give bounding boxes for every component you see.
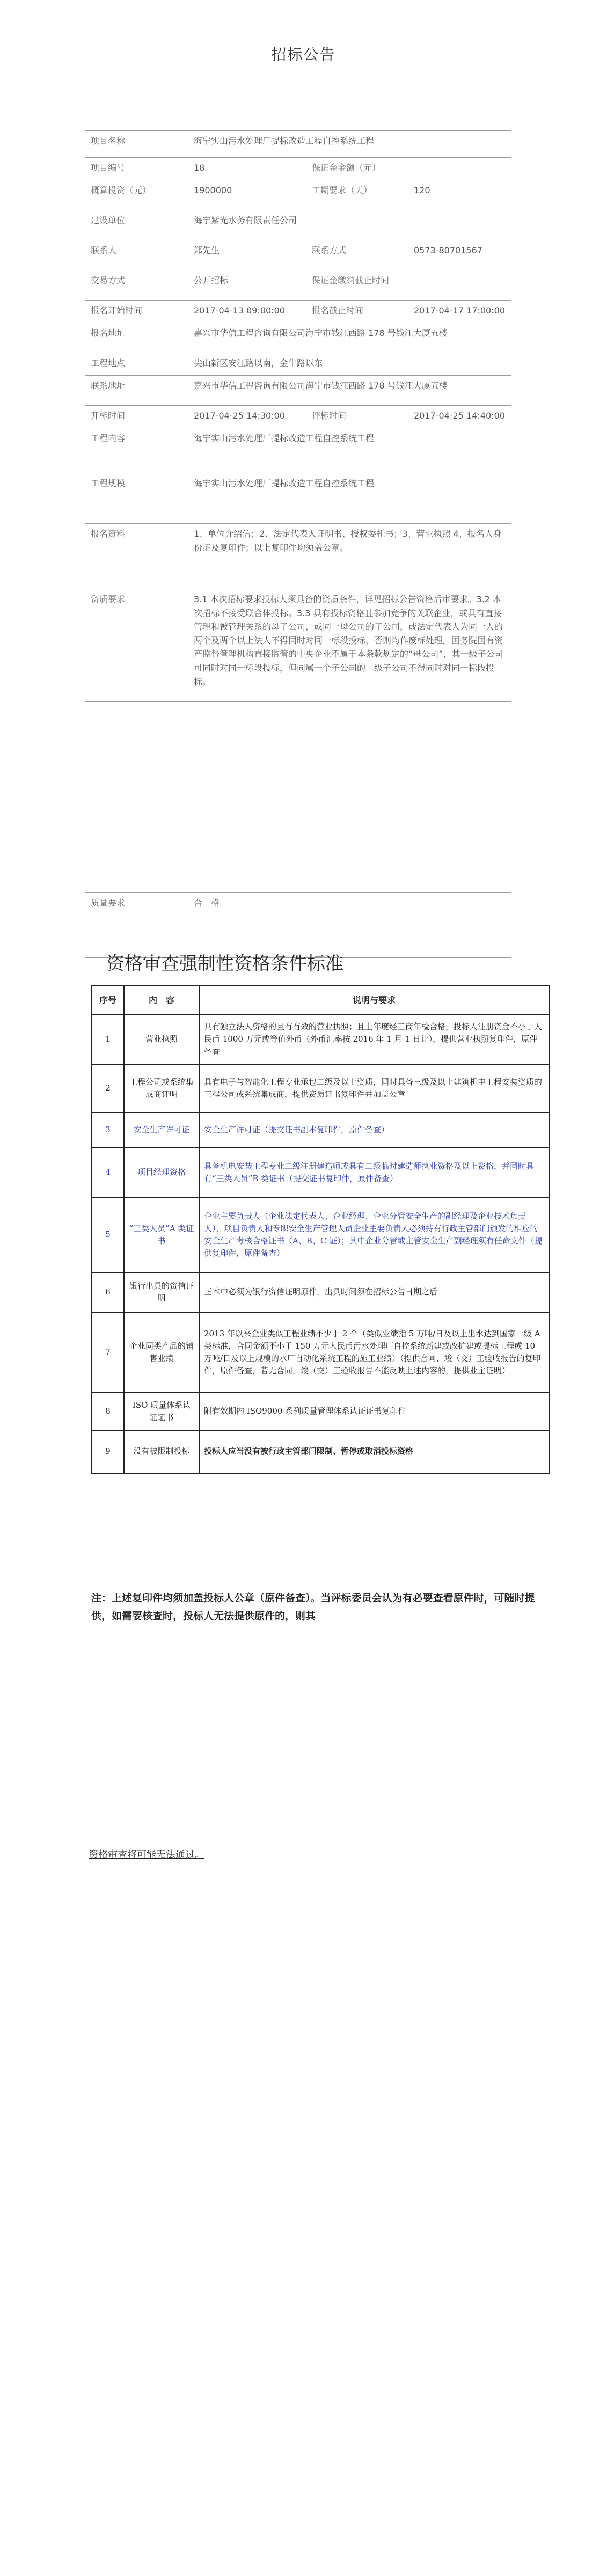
header-no: 序号 — [92, 986, 124, 1015]
signup-addr-value: 嘉兴市华信工程咨询有限公司海宁市钱江西路 178 号钱江大厦五楼 — [188, 323, 511, 353]
trade-value: 公开招标 — [188, 270, 306, 301]
row-item: 企业同类产品的销售业绩 — [124, 1312, 199, 1393]
contact-value: 郑先生 — [188, 240, 306, 270]
row-item: 安全生产许可证 — [124, 1113, 199, 1148]
row-desc: 安全生产许可证（提交证书副本复印件，原件备查） — [199, 1113, 549, 1148]
row-desc: 2013 年以来企业类似工程业绩不少于 2 个（类似业绩指 5 万吨/日及以上出水达到国家一级 A 类标准，合同金额不小于 150 万元人民币污水处理厂自控系统新建或改扩建或提标工程或 10 万吨/日及以上规模的水厂自动化系统工程的施工业绩）（提供合同、竣（交）工验收报告的复印件，原件备查，若无合同，竣（交）工验收报告不能反映上述内容的，提供业主证明） — [199, 1312, 549, 1393]
row-no: 5 — [92, 1197, 124, 1272]
requirements-table — [91, 985, 550, 1474]
site-value: 尖山新区安江路以南，金牛路以东 — [188, 353, 511, 376]
note-part1: 注：上述复印件均须加盖投标人公章（原件备查）。当评标委员会认为有必要查看原件时，可随时提供，如需要核查时，投标人无法提供原件的，则其 — [91, 1592, 535, 1622]
row-no: 4 — [92, 1148, 124, 1197]
tender-info-table — [85, 130, 511, 702]
docs-value: 1、单位介绍信；2、法定代表人证明书、授权委托书；3、营业执照 4、报名人身份证及复印件；以上复印件均须盖公章。 — [188, 524, 511, 589]
row-item: ISO 质量体系认证证书 — [124, 1393, 199, 1430]
footer-note: 资格审查将可能无法通过。 — [89, 1849, 204, 1861]
quality-value: 合 格 — [188, 893, 511, 958]
note-text — [91, 1590, 549, 1626]
row-item: “三类人员”A 类证书 — [124, 1197, 199, 1272]
row-no: 3 — [92, 1113, 124, 1148]
phone-label: 联系方式 — [306, 240, 408, 270]
project-name-label: 项目名称 — [85, 131, 188, 158]
page-title: 招标公告 — [271, 46, 336, 63]
scale-label: 工程规模 — [85, 473, 188, 524]
site-label: 工程地点 — [85, 353, 188, 376]
owner-label: 建设单位 — [85, 210, 188, 240]
row-desc: 企业主要负责人（企业法定代表人、企业经理、企业分管安全生产的副经理及企业技术负责人），项目负责人和专职安全生产管理人员企业主要负责人必须持有行政主管部门颁发的相应的安全生产考核合格证书（A、B、C 证）；其中企业分管或主管安全生产副经理须有任命文件（提供复印件，原件备查） — [199, 1197, 549, 1272]
req-value: 3.1 本次招标要求投标人须具备的资质条件，详见招标公告资格后审要求。3.2 本次招标不接受联合体投标。3.3 具有投标资格且参加竞争的关联企业，或具有直接管理和被管理关系的母子公司，或同一母公司的子公司，或法定代表人为同一人的两个及两个以上法人不得同时对同一标段投标，否则均作废标处理。国务院国有资产监督管理机构直接监管的中央企业不属于本条款规定的“母公司”，其一级子公司可同时对同一标段投标，但同属一个子公司的二级子公司不得同时对同一标段投标。 — [188, 589, 511, 702]
project-no-label: 项目编号 — [85, 158, 188, 180]
deposit-label: 保证金金额（元） — [306, 158, 408, 180]
project-name-value: 海宁实山污水处理厂提标改造工程自控系统工程 — [188, 131, 511, 158]
trade-label: 交易方式 — [85, 270, 188, 301]
owner-value: 海宁紫光水务有限责任公司 — [188, 210, 511, 240]
row-desc: 附有效期内 ISO9000 系列质量管理体系认证证书复印件 — [199, 1393, 549, 1430]
row-desc: 正本中必须为银行资信证明原件，出具时间须在招标公告日期之后 — [199, 1272, 549, 1312]
section-title: 资格审查强制性资格条件标准 — [106, 953, 343, 975]
quality-label: 质量要求 — [85, 893, 188, 958]
row-desc: 具有电子与智能化工程专业承包二级及以上资质，同时具备三级及以上建筑机电工程安装资质的工程公司或系统集成商，提供资质证书复印件并加盖公章 — [199, 1064, 549, 1113]
row-item: 项目经理资格 — [124, 1148, 199, 1197]
row-no: 1 — [92, 1015, 124, 1064]
signup-addr-label: 报名地址 — [85, 323, 188, 353]
eval-time-label: 评标时间 — [306, 406, 408, 428]
scale-value: 海宁实山污水处理厂提标改造工程自控系统工程 — [188, 473, 511, 524]
row-item: 没有被限制投标 — [124, 1430, 199, 1473]
open-time-label: 开标时间 — [85, 406, 188, 428]
contact-addr-value: 嘉兴市华信工程咨询有限公司海宁市钱江西路 178 号钱江大厦五楼 — [188, 376, 511, 406]
signup-end-label: 报名截止时间 — [306, 301, 408, 323]
contact-addr-label: 联系地址 — [85, 376, 188, 406]
duration-label: 工期要求（天） — [306, 180, 408, 210]
row-no: 8 — [92, 1393, 124, 1430]
row-item: 营业执照 — [124, 1015, 199, 1064]
content-value: 海宁实山污水处理厂提标改造工程自控系统工程 — [188, 428, 511, 473]
signup-start-label: 报名开始时间 — [85, 301, 188, 323]
deposit-mode-value — [408, 270, 511, 301]
duration-value: 120 — [408, 180, 511, 210]
content-label: 工程内容 — [85, 428, 188, 473]
budget-value: 1900000 — [188, 180, 306, 210]
header-item: 内 容 — [124, 986, 199, 1015]
row-no: 2 — [92, 1064, 124, 1113]
signup-end-value: 2017-04-17 17:00:00 — [408, 301, 511, 323]
row-desc: 具有独立法人资格的且有有效的营业执照；且上年度经工商年检合格，投标人注册资金不小于人民币 1000 万元或等值外币（外币汇率按 2016 年 1 月 1 日计），提供营业执照复印件，原件备查 — [199, 1015, 549, 1064]
quality-table — [85, 892, 511, 958]
signup-start-value: 2017-04-13 09:00:00 — [188, 301, 306, 323]
budget-label: 概算投资（元） — [85, 180, 188, 210]
req-label: 资质要求 — [85, 589, 188, 702]
header-desc: 说明与要求 — [199, 986, 549, 1015]
contact-label: 联系人 — [85, 240, 188, 270]
open-time-value: 2017-04-25 14:30:00 — [188, 406, 306, 428]
row-no: 9 — [92, 1430, 124, 1473]
phone-value: 0573-80701567 — [408, 240, 511, 270]
row-no: 7 — [92, 1312, 124, 1393]
deposit-value — [408, 158, 511, 180]
project-no-value: 18 — [188, 158, 306, 180]
docs-label: 报名资料 — [85, 524, 188, 589]
row-desc: 具备机电安装工程专业二级注册建造师或具有二级临时建造师执业资格及以上资格，并同时具有“三类人员”B 类证书（提交证书复印件，原件备查） — [199, 1148, 549, 1197]
row-item: 银行出具的资信证明 — [124, 1272, 199, 1312]
row-item: 工程公司或系统集成商证明 — [124, 1064, 199, 1113]
eval-time-value: 2017-04-25 14:40:00 — [408, 406, 511, 428]
deposit-mode-label: 保证金缴纳截止时间 — [306, 270, 408, 301]
row-desc: 投标人应当没有被行政主管部门限制、暂停或取消投标资格 — [199, 1430, 549, 1473]
row-no: 6 — [92, 1272, 124, 1312]
